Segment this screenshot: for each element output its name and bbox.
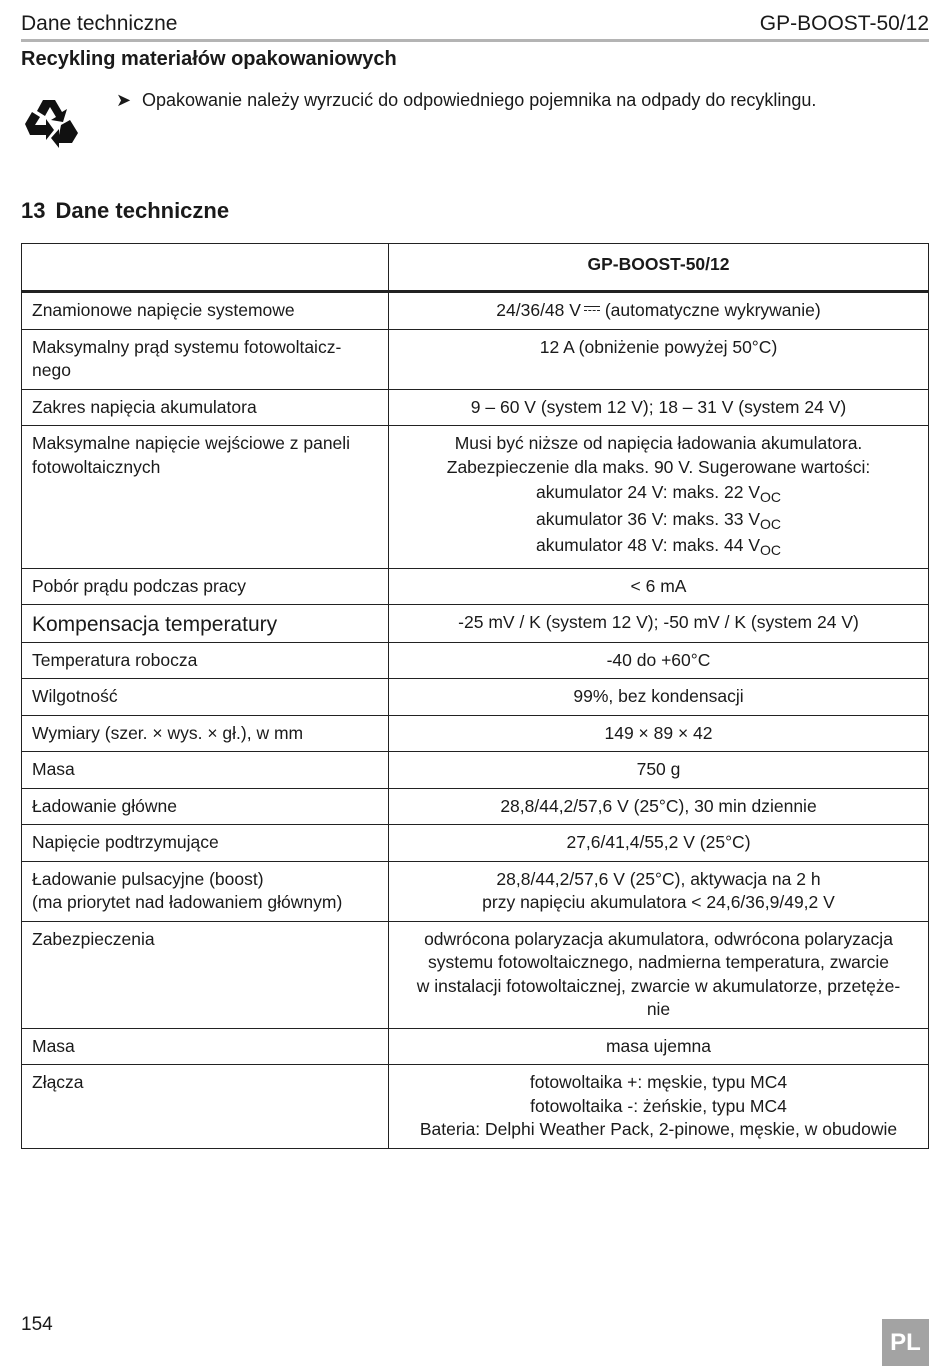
value-line: Zabezpieczenie dla maks. 90 V. Sugerowane wartości: xyxy=(446,456,871,477)
table-row xyxy=(22,329,929,389)
row-label xyxy=(22,752,389,789)
label-line: Masa xyxy=(32,1035,75,1056)
row-label xyxy=(22,1065,389,1149)
row-label xyxy=(22,605,389,643)
table-row xyxy=(22,389,929,426)
value-line: < 6 mA xyxy=(630,575,687,596)
table-row xyxy=(22,292,929,330)
value-line: nie xyxy=(646,999,671,1019)
table-row xyxy=(22,861,929,921)
label-line: Ładowanie główne xyxy=(32,795,177,816)
recycling-instruction-text: Opakowanie należy wyrzucić do odpowiedniego pojemnika na odpady do recyklingu. xyxy=(142,90,817,110)
value-text: akumulator 36 V: maks. 33 V xyxy=(535,508,761,529)
table-row xyxy=(22,568,929,605)
value-line: fotowoltaika +: męskie, typu MC4 xyxy=(529,1072,788,1092)
table-row xyxy=(22,1028,929,1065)
recycling-instruction xyxy=(116,88,816,112)
value-line: masa ujemna xyxy=(605,1035,712,1056)
label-line: Pobór prądu podczas pracy xyxy=(32,575,247,596)
label-line: Ładowanie pulsacyjne (boost) xyxy=(32,868,264,889)
row-label xyxy=(22,788,389,825)
table-header-row xyxy=(22,244,929,292)
label-line: Napięcie podtrzymujące xyxy=(32,832,219,852)
value-line: systemu fotowoltaicznego, nadmierna temperatura, zwarcie xyxy=(427,952,890,972)
value-line: -40 do +60°C xyxy=(606,649,711,670)
row-value xyxy=(389,292,929,330)
row-label xyxy=(22,426,389,569)
table-row xyxy=(22,825,929,862)
technical-data-table xyxy=(21,243,929,1149)
row-label xyxy=(22,389,389,426)
header-model-cell: GP-BOOST-50/12 xyxy=(389,244,929,292)
row-label xyxy=(22,921,389,1028)
row-value xyxy=(389,752,929,789)
row-label xyxy=(22,292,389,330)
label-line: fotowoltaicznych xyxy=(32,456,161,477)
bullet-arrow-icon: ➤ xyxy=(116,90,132,110)
table-row xyxy=(22,642,929,679)
label-line: Maksymalne napięcie wejściowe z paneli xyxy=(32,433,351,453)
label-line: Kompensacja temperatury xyxy=(32,613,278,636)
row-value xyxy=(389,921,929,1028)
label-line: Znamionowe napięcie systemowe xyxy=(32,300,295,320)
label-line: Wymiary (szer. × wys. × gł.), w mm xyxy=(32,722,304,743)
value-line: 28,8/44,2/57,6 V (25°C), aktywacja na 2 h xyxy=(496,868,821,889)
table-row xyxy=(22,788,929,825)
row-label xyxy=(22,568,389,605)
row-value xyxy=(389,861,929,921)
value-line: Musi być niższe od napięcia ładowania akumulatora. xyxy=(454,433,863,453)
row-label xyxy=(22,329,389,389)
row-value xyxy=(389,715,929,752)
table-row xyxy=(22,752,929,789)
page-number: 154 xyxy=(21,1314,53,1335)
table-row xyxy=(22,605,929,643)
label-line: Wilgotność xyxy=(32,686,118,706)
subscript-oc: OC xyxy=(760,542,782,558)
table-row xyxy=(22,921,929,1028)
value-line: 9 – 60 V (system 12 V); 18 – 31 V (system 24 V) xyxy=(470,396,847,417)
row-value xyxy=(389,568,929,605)
row-label xyxy=(22,1028,389,1065)
page-header xyxy=(21,8,929,42)
value-line: fotowoltaika -: żeńskie, typu MC4 xyxy=(530,1095,787,1116)
value-line: 27,6/41,4/55,2 V (25°C) xyxy=(566,832,751,852)
header-label-cell xyxy=(22,244,389,292)
value-line: 24/36/48 V xyxy=(496,300,581,320)
value-text: akumulator 24 V: maks. 22 V xyxy=(535,482,761,502)
label-line: Zakres napięcia akumulatora xyxy=(32,396,257,417)
value-text: akumulator 48 V: maks. 44 V xyxy=(535,535,761,555)
recycling-heading: Recykling materiałów opakowaniowych xyxy=(21,48,397,70)
value-line: 12 A (obniżenie powyżej 50°C) xyxy=(539,336,778,357)
table-row xyxy=(22,715,929,752)
row-label xyxy=(22,825,389,862)
value-line: przy napięciu akumulatora < 24,6/36,9/49,2 V xyxy=(482,892,835,912)
value-line: w instalacji fotowoltaicznej, zwarcie w akumulatorze, przetęże- xyxy=(416,975,901,996)
value-line: Bateria: Delphi Weather Pack, 2-pinowe, męskie, w obudowie xyxy=(419,1119,898,1139)
label-line: Złącza xyxy=(32,1072,84,1092)
language-badge: PL xyxy=(882,1319,929,1366)
chapter-number: 13 xyxy=(21,198,46,223)
value-line: 99%, bez kondensacji xyxy=(573,686,744,706)
row-value xyxy=(389,389,929,426)
row-label xyxy=(22,642,389,679)
value-line: 750 g xyxy=(636,759,681,779)
subscript-oc: OC xyxy=(760,515,782,532)
row-label xyxy=(22,715,389,752)
row-label xyxy=(22,679,389,716)
label-line: Masa xyxy=(32,759,75,779)
chapter-heading xyxy=(21,198,229,224)
value-line xyxy=(399,534,918,558)
row-value xyxy=(389,1028,929,1065)
recycle-icon xyxy=(21,94,81,150)
label-line: (ma priorytet nad ładowaniem głównym) xyxy=(32,892,343,912)
table-row xyxy=(22,1065,929,1149)
row-value xyxy=(389,825,929,862)
dc-symbol-icon xyxy=(584,304,600,314)
subscript-oc: OC xyxy=(760,489,782,505)
table-row xyxy=(22,679,929,716)
value-line: odwrócona polaryzacja akumulatora, odwrócona polaryzacja xyxy=(424,928,893,949)
value-line: 149 × 89 × 42 xyxy=(604,722,713,743)
value-line xyxy=(399,481,918,505)
header-model-name: GP-BOOST-50/12 xyxy=(759,12,929,35)
row-value xyxy=(389,329,929,389)
row-value xyxy=(389,426,929,569)
row-value xyxy=(389,679,929,716)
value-line xyxy=(399,508,918,532)
row-value xyxy=(389,1065,929,1149)
label-line: nego xyxy=(32,360,71,380)
chapter-title: Dane techniczne xyxy=(55,198,230,223)
label-line: Zabezpieczenia xyxy=(32,928,155,949)
label-line: Temperatura robocza xyxy=(32,649,198,670)
table-row xyxy=(22,426,929,569)
value-line: -25 mV / K (system 12 V); -50 mV / K (system 24 V) xyxy=(458,612,859,632)
value-line: (automatyczne wykrywanie) xyxy=(604,300,821,320)
row-value xyxy=(389,642,929,679)
row-label xyxy=(22,861,389,921)
row-value xyxy=(389,605,929,643)
label-line: Maksymalny prąd systemu fotowoltaicz- xyxy=(32,336,342,357)
header-section-title: Dane techniczne xyxy=(21,12,178,35)
value-line: 28,8/44,2/57,6 V (25°C), 30 min dziennie xyxy=(500,795,817,816)
row-value xyxy=(389,788,929,825)
